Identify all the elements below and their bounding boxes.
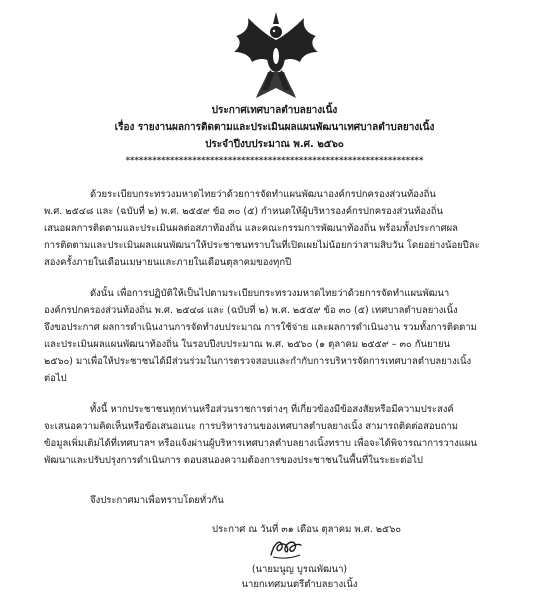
fiscal-year-line: ประจำปีงบประมาณ พ.ศ. ๒๕๖๐	[205, 139, 344, 150]
text-line: ดังนั้น เพื่อการปฏิบัติให้เป็นไปตามระเบียบกระทรวงมหาดไทยว่าด้วยการจัดทำแผนพัฒนา	[90, 288, 450, 299]
text-line: จะเสนอความคิดเห็นหรือข้อเสนอแนะ การบริหารงานของเทศบาลตำบลยางเนิ้ง สามารถติดต่อสอบถาม	[44, 421, 459, 432]
text-line: สองครั้งภายในเดือนเมษายนและภายในเดือนตุลาคมของทุกปี	[44, 257, 292, 268]
announcement-title: ประกาศเทศบาลตำบลยางเนิ้ง	[211, 105, 338, 116]
text-line: ทั้งนี้ หากประชาชนทุกท่านหรือส่วนราชการต่างๆ ที่เกี่ยวข้องมีข้อสงสัยหรือมีความประสงค์	[90, 404, 454, 415]
paragraph-2	[44, 285, 509, 387]
text-line: พัฒนาและปรับปรุงการดำเนินการ ตอบสนองความต้องการของประชาชนในพื้นที่ในระยะต่อไป	[44, 455, 423, 466]
text-line: องค์กรปกครองส่วนท้องถิ่น พ.ศ. ๒๕๔๘ และ (ฉบับที่ ๒) พ.ศ. ๒๕๕๙ ข้อ ๓๐ (๕) เทศบาลตำบลยางเนิ้ง	[44, 305, 458, 316]
text-line: ด้วยระเบียบกระทรวงมหาดไทยว่าด้วยการจัดทำแผนพัฒนาองค์กรปกครองส่วนท้องถิ่น	[90, 189, 436, 200]
paragraph-1	[44, 186, 509, 271]
signer-block	[0, 562, 549, 592]
paragraph-3	[44, 401, 509, 469]
announce-date: ประกาศ ณ วันที่ ๓๑ เดือน ตุลาคม พ.ศ. ๒๕๖๐	[211, 524, 402, 535]
garuda-emblem-icon	[228, 6, 324, 102]
text-line: การติดตามและประเมินผลแผนพัฒนาให้ประชาชนทราบในที่เปิดเผยไม่น้อยกว่าสามสิบวัน โดยอย่างน้อยปีละ	[44, 240, 480, 251]
text-line: ต่อไป	[44, 373, 67, 384]
body-text	[44, 186, 509, 483]
signature-icon	[268, 535, 304, 561]
signer-position: นายกเทศมนตรีตำบลยางเนิ้ง	[241, 579, 358, 590]
text-line: พ.ศ. ๒๕๔๘ และ (ฉบับที่ ๒) พ.ศ. ๒๕๕๙ ข้อ ๓๐ (๕) กำหนดให้ผู้บริหารองค์กรปกครองส่วนท้องถิ่น	[44, 206, 443, 217]
title-block	[0, 102, 549, 170]
star-divider: *******************************************************************	[125, 156, 424, 166]
text-line: เสนอผลการติดตามและประเมินผลต่อสภาท้องถิ่น และคณะกรรมการพัฒนาท้องถิ่น พร้อมทั้งประกาศผล	[44, 223, 458, 234]
signer-name: (นายมนูญ บูรณพัฒนา)	[251, 564, 348, 575]
subject-line: เรื่อง รายงานผลการติดตามและประเมินผลแผนพัฒนาเทศบาลตำบลยางเนิ้ง	[114, 122, 435, 133]
text-line: และประเมินผลแผนพัฒนาท้องถิ่น ในรอบปีงบประมาณ พ.ศ. ๒๕๖๐ (๑ ตุลาคม ๒๕๕๙ – ๓๐ กันยายน	[44, 339, 451, 350]
closing-block	[44, 492, 509, 538]
text-line: จึงขอประกาศ ผลการดำเนินงานการจัดทำงบประมาณ การใช้จ่าย และผลการดำเนินงาน รวมทั้งการติดตาม	[44, 322, 477, 333]
text-line: ข้อมูลเพิ่มเติมได้ที่เทศบาลฯ หรือแจ้งผ่านผู้บริหารเทศบาลตำบลยางเนิ้งทราบ เพื่อจะได้พิจารณาการวางแผน	[44, 438, 477, 449]
closing-announce: จึงประกาศมาเพื่อทราบโดยทั่วกัน	[90, 495, 224, 506]
text-line: ๒๕๖๐) มาเพื่อให้ประชาชนได้มีส่วนร่วมในการตรวจสอบและกำกับการบริหารจัดการเทศบาลตำบลยางเนิ้ง	[44, 356, 472, 367]
